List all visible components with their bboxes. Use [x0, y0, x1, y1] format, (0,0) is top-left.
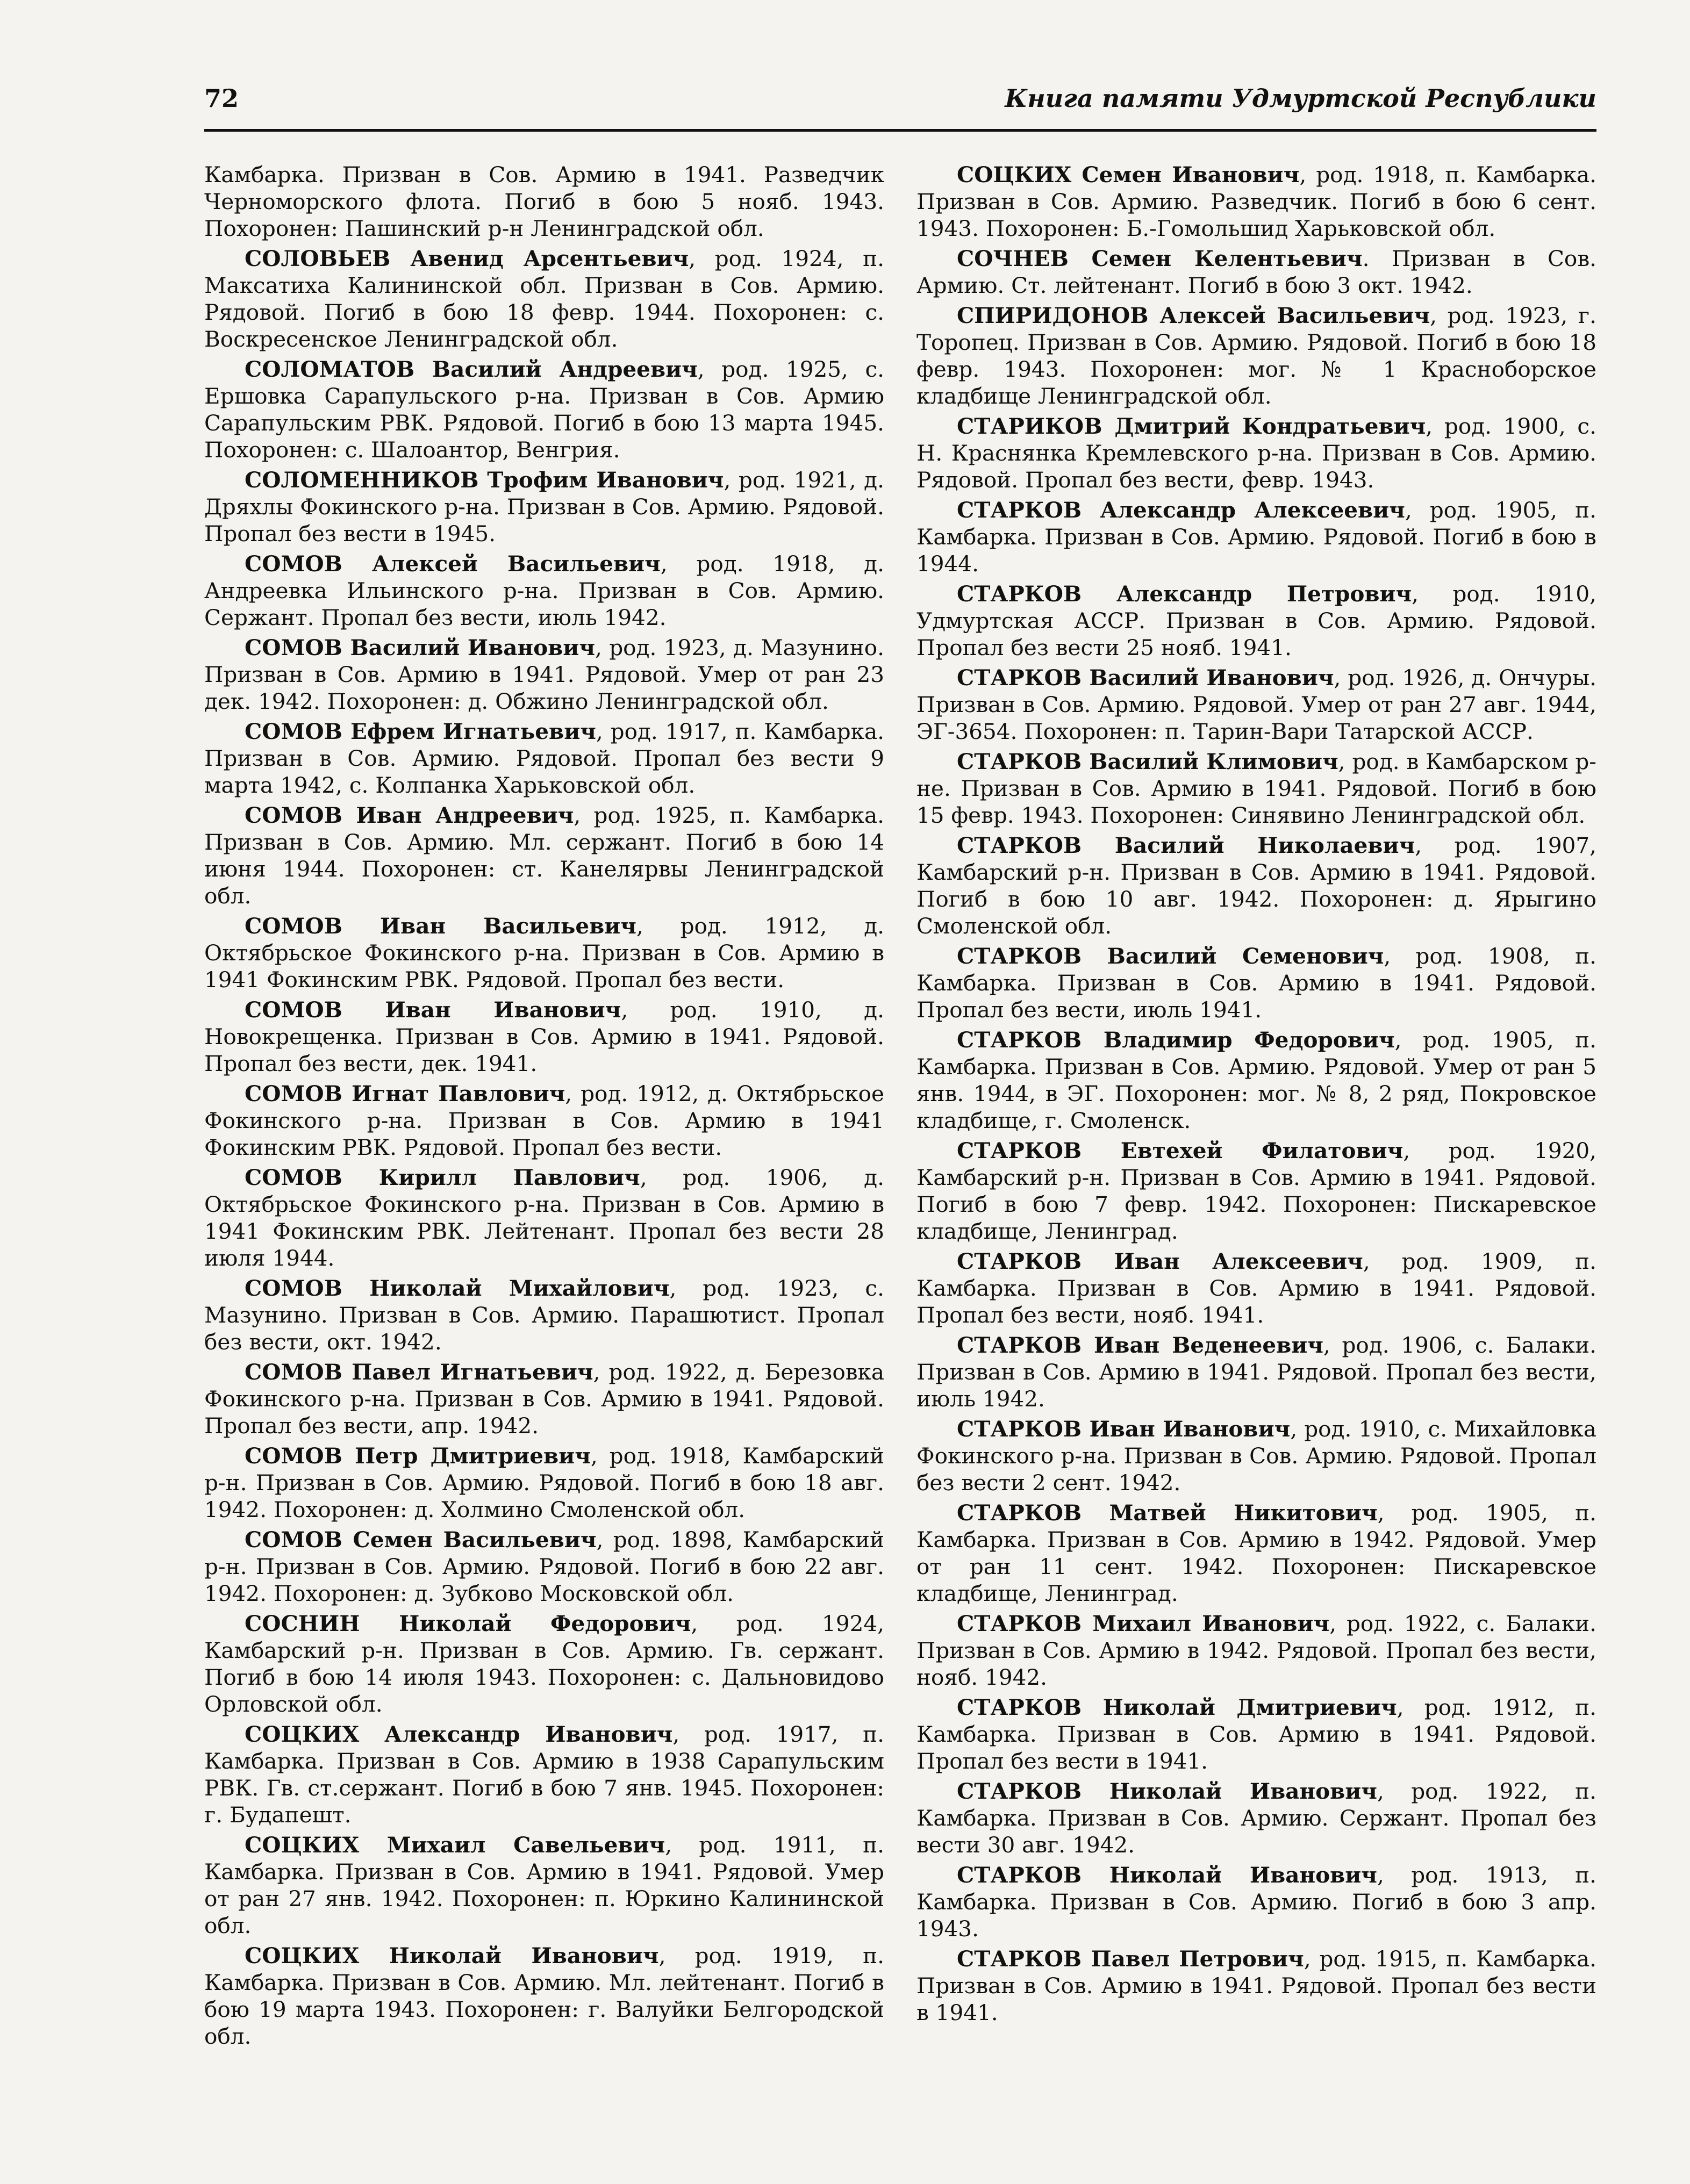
entry-name: СОМОВ Семен Васильевич: [245, 1527, 597, 1553]
left-column: [204, 161, 884, 2053]
memorial-entry: [916, 1862, 1596, 1942]
entry-text: , род. 1919, п. Камбарка. Призван в Сов. Армию. Мл. лейтенант. Погиб в бою 19 марта 1943. Похоронен: г. Валуйки Белгородской обл.: [204, 1943, 884, 2049]
entry-name: СОЛОМАТОВ Василий Андреевич: [245, 356, 698, 382]
entry-text: , род. 1910, д. Новокрещенка. Призван в Сов. Армию в 1941. Рядовой. Пропал без вести, дек. 1941.: [204, 997, 884, 1076]
entry-name: СПИРИДОНОВ Алексей Васильевич: [957, 303, 1430, 328]
entry-text: , род. 1921, д. Дряхлы Фокинского р-на. Призван в Сов. Армию. Рядовой. Пропал без вести в 1945.: [204, 467, 884, 547]
memorial-entry: [204, 466, 884, 547]
memorial-entry: [204, 1831, 884, 1939]
memorial-entry: [204, 634, 884, 715]
entry-text: . Призван в Сов. Армию. Ст. лейтенант. Погиб в бою 3 окт. 1942.: [916, 246, 1596, 298]
entry-name: СТАРКОВ Василий Семенович: [957, 943, 1384, 969]
entry-text: , род. 1917, п. Камбарка. Призван в Сов. Армию. Рядовой. Пропал без вести 9 марта 1942, с. Колпанка Харьковской обл.: [204, 719, 885, 798]
entry-text: , род. 1923, г. Торопец. Призван в Сов. Армию. Рядовой. Погиб в бою 18 февр. 1943. Похоронен: мог. № 1 Краснoборское кладбище Ленинградской обл.: [916, 303, 1596, 409]
entry-name: СОЛОМЕННИКОВ Трофим Иванович: [245, 467, 724, 493]
memorial-entry: [204, 550, 884, 631]
entry-name: СОЧНЕВ Семен Келентьевич: [957, 246, 1363, 271]
entry-text: , род. 1906, с. Балаки. Призван в Сов. Армию в 1941. Рядовой. Пропал без вести, июль 1942.: [916, 1332, 1597, 1412]
entry-text: , род. в Камбарском р-не. Призван в Сов. Армию в 1941. Рядовой. Погиб в бою 15 февр. 1943. Похоронен: Синявино Ленинградской обл.: [916, 749, 1596, 828]
memorial-entry: [916, 302, 1596, 410]
entry-text: , род. 1913, п. Камбарка. Призван в Сов. Армию. Погиб в бою 3 апр. 1943.: [916, 1862, 1596, 1942]
entry-text: , род. 1910, Удмуртская АССР. Призван в Сов. Армию. Рядовой. Пропал без вести 25 нояб. 1941.: [916, 581, 1596, 660]
entry-name: СТАРКОВ Иван Веденеевич: [957, 1332, 1323, 1358]
entry-name: СТАРКОВ Евтехей Филатович: [957, 1138, 1403, 1163]
entry-name: СОМОВ Иван Андреевич: [245, 802, 574, 828]
memorial-entry: [204, 161, 884, 242]
memorial-entry: [916, 245, 1596, 299]
entry-text: , род. 1905, п. Камбарка. Призван в Сов. Армию в 1942. Рядовой. Умер от ран 11 сент. 1942. Похоронен: Пискаревское кладбище, Ленинград.: [916, 1500, 1596, 1606]
entry-text: , род. 1915, п. Камбарка. Призван в Сов. Армию в 1941. Рядовой. Пропал без вести в 1941.: [916, 1946, 1597, 2025]
entry-text: , род. 1925, п. Камбарка. Призван в Сов. Армию. Мл. сержант. Погиб в бою 14 июня 1944. Похоронен: ст. Канелярвы Ленинградской обл.: [204, 802, 884, 909]
entry-text: , род. 1908, п. Камбарка. Призван в Сов. Армию в 1941. Рядовой. Пропал без вести, июль 1941.: [916, 943, 1596, 1023]
entry-name: СТАРКОВ Иван Иванович: [957, 1416, 1291, 1442]
entry-name: СОМОВ Кирилл Павлович: [245, 1165, 640, 1190]
entry-text: , род. 1924, п. Максатиха Калининской обл. Призван в Сов. Армию. Рядовой. Погиб в бою 18 февр. 1944. Похоронен: с. Воскресенское Ленинградской обл.: [204, 246, 884, 352]
memorial-entry: [204, 1275, 884, 1355]
memorial-entry: [204, 802, 884, 909]
entry-name: СОМОВ Николай Михайлович: [245, 1275, 670, 1301]
entry-name: СОЦКИХ Семен Иванович: [957, 162, 1300, 188]
entry-name: СТАРКОВ Михаил Иванович: [957, 1611, 1330, 1636]
memorial-entry: [916, 497, 1596, 577]
memorial-entry: [204, 1610, 884, 1718]
memorial-entry: [204, 356, 884, 463]
entry-text: , род. 1917, п. Камбарка. Призван в Сов. Армию в 1938 Сарапульским РВК. Гв. ст.сержант. Погиб в бою 7 янв. 1945. Похоронен: г. Будапешт.: [204, 1721, 884, 1828]
entry-name: СОЛОВЬЕВ Авенид Арсентьевич: [245, 246, 689, 271]
entry-name: СТАРКОВ Василий Климович: [957, 749, 1338, 774]
memorial-entry: [916, 664, 1596, 745]
right-column: [916, 161, 1596, 2029]
memorial-entry: [204, 245, 884, 353]
memorial-entry: [204, 1442, 884, 1523]
memorial-entry: [916, 1332, 1596, 1412]
entry-text: , род. 1912, п. Камбарка. Призван в Сов. Армию в 1941. Рядовой. Пропал без вести в 1941.: [916, 1694, 1596, 1774]
entry-name: СОМОВ Иван Иванович: [245, 997, 621, 1023]
memorial-entry: [916, 1137, 1596, 1245]
entry-name: СТАРКОВ Василий Иванович: [957, 665, 1334, 691]
page-header: [204, 81, 1596, 132]
page-number: 72: [204, 84, 239, 113]
memorial-entry: [204, 1359, 884, 1439]
entry-name: СОМОВ Иван Васильевич: [245, 913, 636, 939]
memorial-entry: [204, 1080, 884, 1161]
entry-name: СОСНИН Николай Федорович: [245, 1611, 691, 1636]
memorial-entry: [916, 580, 1596, 661]
entry-text: , род. 1920, Камбарский р-н. Призван в Сов. Армию в 1941. Рядовой. Погиб в бою 7 февр. 1942. Похоронен: Пискаревское кладбище, Ленинград.: [916, 1138, 1596, 1244]
entry-name: СОМОВ Ефрем Игнатьевич: [245, 719, 596, 744]
entry-name: СОЦКИХ Александр Иванович: [245, 1721, 673, 1747]
entry-text: , род. 1912, д. Октябрьское Фокинского р-на. Призван в Сов. Армию в 1941 Фокинским РВК. Рядовой. Пропал без вести.: [204, 1081, 885, 1160]
entry-name: СТАРКОВ Василий Николаевич: [957, 832, 1415, 858]
entry-name: СТАРКОВ Николай Дмитриевич: [957, 1694, 1397, 1720]
entry-name: СОМОВ Игнат Павлович: [245, 1081, 565, 1107]
entry-text: , род. 1925, с. Ершовка Сарапульского р-на. Призван в Сов. Армию Сарапульским РВК. Рядовой. Погиб в бою 13 марта 1945. Похоронен: с. Шалоантор, Венгрия.: [204, 356, 884, 463]
memorial-entry: [916, 748, 1596, 829]
entry-text: , род. 1900, с. Н. Краснянка Кремлевского р-на. Призван в Сов. Армию. Рядовой. Пропал без вести, февр. 1943.: [916, 413, 1596, 493]
entry-text: , род. 1911, п. Камбарка. Призван в Сов. Армию в 1941. Рядовой. Умер от ран 27 янв. 1942. Похоронен: п. Юркино Калининской обл.: [204, 1832, 884, 1938]
entry-name: СОМОВ Павел Игнатьевич: [245, 1359, 593, 1385]
memorial-entry: [916, 1416, 1596, 1496]
entry-name: СТАРКОВ Александр Петрович: [957, 581, 1412, 607]
entry-name: СТАРКОВ Павел Петрович: [957, 1946, 1304, 1972]
memorial-entry: [204, 913, 884, 993]
entry-text: , род. 1918, п. Камбарка. Призван в Сов. Армию. Разведчик. Погиб в бою 6 сент. 1943. Похоронен: Б.-Гомольшид Харьковской обл.: [916, 162, 1596, 241]
memorial-entry: [204, 1526, 884, 1607]
entry-text: , род. 1905, п. Камбарка. Призван в Сов. Армию. Рядовой. Умер от ран 5 янв. 1944, в ЭГ. Похоронен: мог. № 8, 2 ряд, Покровское кладбище, г. Смоленск.: [916, 1027, 1596, 1133]
entry-text: , род. 1923, д. Мазунино. Призван в Сов. Армию в 1941. Рядовой. Умер от ран 23 дек. 1942. Похоронен: д. Обжино Ленинградской обл.: [204, 635, 884, 714]
entry-name: СТАРКОВ Николай Иванович: [957, 1778, 1377, 1804]
memorial-entry: [204, 996, 884, 1077]
entry-text: , род. 1926, д. Ончуры. Призван в Сов. Армию. Рядовой. Умер от ран 27 авг. 1944, ЭГ-3654. Похоронен: п. Тарин-Вари Татарской АССР.: [916, 665, 1597, 744]
entry-text: , род. 1907, Камбарский р-н. Призван в Сов. Армию в 1941. Рядовой. Погиб в бою 10 авг. 1942. Похоронен: д. Ярыгино Смоленской обл.: [916, 832, 1596, 939]
entry-name: СТАРИКОВ Дмитрий Кондратьевич: [957, 413, 1426, 439]
memorial-entry: [916, 413, 1596, 493]
entry-name: СТАРКОВ Николай Иванович: [957, 1862, 1377, 1888]
memorial-entry: [916, 1248, 1596, 1328]
entry-text: , род. 1910, с. Михайловка Фокинского р-на. Призван в Сов. Армию. Рядовой. Пропал без вести 2 сент. 1942.: [916, 1416, 1596, 1496]
entry-text: , род. 1906, д. Октябрьское Фокинского р-на. Призван в Сов. Армию в 1941 Фокинским РВК. Лейтенант. Пропал без вести 28 июля 1944.: [204, 1165, 884, 1271]
entry-name: СОМОВ Алексей Васильевич: [245, 551, 661, 577]
entry-text: Камбарка. Призван в Сов. Армию в 1941. Разведчик Черноморского флота. Погиб в бою 5 нояб. 1943. Похоронен: Пашинский р-н Ленинградской обл.: [204, 162, 884, 241]
entry-text: , род. 1909, п. Камбарка. Призван в Сов. Армию в 1941. Рядовой. Пропал без вести, нояб. 1941.: [916, 1248, 1596, 1328]
entry-text: , род. 1912, д. Октябрьское Фокинского р-на. Призван в Сов. Армию в 1941 Фокинским РВК. Рядовой. Пропал без вести.: [204, 913, 885, 993]
book-title: Книга памяти Удмуртской Республики: [1005, 84, 1596, 113]
memorial-entry: [916, 1610, 1596, 1691]
entry-text: , род. 1918, Камбарский р-н. Призван в Сов. Армию. Рядовой. Погиб в бою 18 авг. 1942. Похоронен: д. Холмино Смоленской обл.: [204, 1443, 884, 1522]
memorial-entry: [916, 1778, 1596, 1858]
memorial-entry: [916, 1945, 1596, 2026]
memorial-entry: [916, 161, 1596, 242]
entry-text: , род. 1918, д. Андреевка Ильинского р-на. Призван в Сов. Армию. Сержант. Пропал без вести, июль 1942.: [204, 551, 884, 630]
entry-text: , род. 1898, Камбарский р-н. Призван в Сов. Армию. Рядовой. Погиб в бою 22 авг. 1942. Похоронен: д. Зубково Московской обл.: [204, 1527, 884, 1606]
memorial-entry: [204, 1942, 884, 2050]
entry-text: , род. 1905, п. Камбарка. Призван в Сов. Армию. Рядовой. Погиб в бою в 1944.: [916, 497, 1596, 577]
entry-name: СТАРКОВ Александр Алексеевич: [957, 497, 1405, 523]
memorial-entry: [916, 1694, 1596, 1775]
entry-name: СТАРКОВ Владимир Федорович: [957, 1027, 1395, 1053]
entry-text: , род. 1924, Камбарский р-н. Призван в Сов. Армию. Гв. сержант. Погиб в бою 14 июля 1943. Похоронен: с. Дальновидово Орловской обл.: [204, 1611, 884, 1717]
entry-text: , род. 1922, д. Березовка Фокинского р-на. Призван в Сов. Армию в 1941. Рядовой. Пропал без вести, апр. 1942.: [204, 1359, 884, 1439]
entry-name: СТАРКОВ Иван Алексеевич: [957, 1248, 1363, 1274]
entry-name: СОМОВ Василий Иванович: [245, 635, 595, 660]
entry-text: , род. 1922, п. Камбарка. Призван в Сов. Армию. Сержант. Пропал без вести 30 авг. 1942.: [916, 1778, 1596, 1858]
memorial-entry: [204, 718, 884, 799]
entry-name: СОЦКИХ Михаил Савельевич: [245, 1832, 665, 1858]
entry-text: , род. 1923, с. Мазунино. Призван в Сов. Армию. Парашютист. Пропал без вести, окт. 1942.: [204, 1275, 884, 1355]
memorial-entry: [204, 1721, 884, 1828]
memorial-entry: [204, 1164, 884, 1271]
entry-name: СОМОВ Петр Дмитриевич: [245, 1443, 591, 1469]
entry-name: СОЦКИХ Николай Иванович: [245, 1943, 659, 1969]
memorial-entry: [916, 943, 1596, 1023]
entry-name: СТАРКОВ Матвей Никитович: [957, 1500, 1378, 1526]
memorial-entry: [916, 832, 1596, 939]
memorial-entry: [916, 1499, 1596, 1607]
entry-text: , род. 1922, с. Балаки. Призван в Сов. Армию в 1942. Рядовой. Пропал без вести, нояб. 1942.: [916, 1611, 1597, 1690]
memorial-entry: [916, 1026, 1596, 1134]
